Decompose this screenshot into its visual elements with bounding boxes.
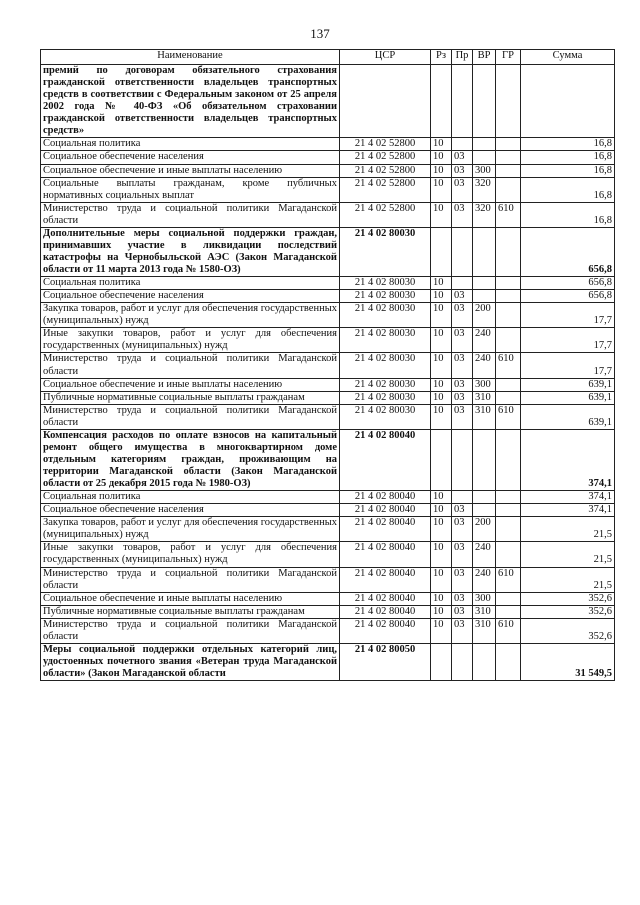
cell-pr (452, 643, 473, 680)
cell-pr (452, 65, 473, 138)
cell-vr (473, 491, 496, 504)
cell-vr (473, 643, 496, 680)
cell-gr (496, 504, 521, 517)
cell-name: премий по договорам обязательного страхования гражданской ответственности владельцев транспортных средств в соответствии с Федеральным законом от 25 апреля 2002 года № 40-ФЗ «Об обязательном страховании гражданской ответственности владельцев транспортных средств» (41, 65, 340, 138)
cell-csr: 21 4 02 80040 (340, 618, 431, 643)
cell-gr (496, 290, 521, 303)
cell-gr: 610 (496, 404, 521, 429)
cell-rz: 10 (431, 177, 452, 202)
cell-name: Социальная политика (41, 491, 340, 504)
cell-name: Социальное обеспечение и иные выплаты населению (41, 164, 340, 177)
cell-sum: 17,7 (521, 303, 615, 328)
header-name: Наименование (41, 50, 340, 65)
cell-name: Министерство труда и социальной политики Магаданской области (41, 202, 340, 227)
cell-pr: 03 (452, 290, 473, 303)
cell-csr: 21 4 02 80040 (340, 605, 431, 618)
cell-vr: 320 (473, 202, 496, 227)
cell-csr: 21 4 02 80030 (340, 404, 431, 429)
cell-name: Дополнительные меры социальной поддержки граждан, принимавших участие в ликвидации последствий катастрофы на Чернобыльской АЭС (Закон Магаданской области от 11 марта 2013 года № 1580-ОЗ) (41, 227, 340, 276)
cell-sum: 16,8 (521, 164, 615, 177)
header-sum: Сумма (521, 50, 615, 65)
budget-table (40, 49, 615, 681)
cell-sum: 374,1 (521, 491, 615, 504)
cell-csr: 21 4 02 80040 (340, 429, 431, 490)
cell-vr (473, 65, 496, 138)
table-row (41, 491, 615, 504)
cell-pr: 03 (452, 353, 473, 378)
cell-vr: 300 (473, 378, 496, 391)
table-row (41, 404, 615, 429)
cell-pr: 03 (452, 151, 473, 164)
cell-gr (496, 378, 521, 391)
cell-rz: 10 (431, 592, 452, 605)
cell-sum: 21,5 (521, 567, 615, 592)
cell-pr: 03 (452, 618, 473, 643)
cell-csr: 21 4 02 80030 (340, 391, 431, 404)
cell-sum: 374,1 (521, 504, 615, 517)
cell-name: Министерство труда и социальной политики Магаданской области (41, 353, 340, 378)
table-row (41, 542, 615, 567)
cell-rz: 10 (431, 164, 452, 177)
table-row (41, 151, 615, 164)
cell-pr: 03 (452, 592, 473, 605)
cell-gr: 610 (496, 618, 521, 643)
cell-name: Министерство труда и социальной политики Магаданской области (41, 404, 340, 429)
cell-name: Компенсация расходов по оплате взносов на капитальный ремонт общего имущества в многоквартирном доме отдельным категориям граждан, проживающим на территории Магаданской области (Закон Магаданской области от 25 декабря 2015 года № 1980-ОЗ) (41, 429, 340, 490)
table-row (41, 290, 615, 303)
cell-sum: 21,5 (521, 542, 615, 567)
cell-gr (496, 605, 521, 618)
cell-rz: 10 (431, 151, 452, 164)
cell-pr: 03 (452, 391, 473, 404)
cell-name: Министерство труда и социальной политики Магаданской области (41, 618, 340, 643)
cell-gr (496, 151, 521, 164)
table-row (41, 227, 615, 276)
cell-vr: 310 (473, 404, 496, 429)
table-row (41, 517, 615, 542)
cell-sum: 656,8 (521, 290, 615, 303)
cell-rz: 10 (431, 290, 452, 303)
cell-gr (496, 227, 521, 276)
cell-vr: 240 (473, 567, 496, 592)
cell-csr: 21 4 02 80040 (340, 504, 431, 517)
cell-gr: 610 (496, 202, 521, 227)
cell-csr: 21 4 02 80040 (340, 542, 431, 567)
cell-vr: 310 (473, 391, 496, 404)
cell-rz: 10 (431, 618, 452, 643)
table-row (41, 592, 615, 605)
cell-vr: 240 (473, 353, 496, 378)
cell-gr (496, 643, 521, 680)
cell-pr: 03 (452, 303, 473, 328)
cell-pr (452, 227, 473, 276)
cell-gr (496, 138, 521, 151)
cell-rz: 10 (431, 303, 452, 328)
cell-vr (473, 138, 496, 151)
cell-rz: 10 (431, 567, 452, 592)
cell-vr (473, 429, 496, 490)
cell-vr: 310 (473, 618, 496, 643)
cell-sum: 374,1 (521, 429, 615, 490)
cell-name: Социальное обеспечение населения (41, 290, 340, 303)
cell-vr: 200 (473, 517, 496, 542)
table-row (41, 177, 615, 202)
table-row (41, 605, 615, 618)
cell-gr (496, 517, 521, 542)
cell-gr (496, 491, 521, 504)
cell-vr: 300 (473, 164, 496, 177)
cell-rz: 10 (431, 277, 452, 290)
cell-csr: 21 4 02 80030 (340, 290, 431, 303)
cell-vr: 300 (473, 592, 496, 605)
cell-rz: 10 (431, 391, 452, 404)
header-csr: ЦСР (340, 50, 431, 65)
cell-name: Социальные выплаты гражданам, кроме публичных нормативных социальных выплат (41, 177, 340, 202)
table-row (41, 618, 615, 643)
cell-gr (496, 429, 521, 490)
cell-gr (496, 65, 521, 138)
header-vr: ВР (473, 50, 496, 65)
cell-csr: 21 4 02 80030 (340, 277, 431, 290)
cell-name: Министерство труда и социальной политики Магаданской области (41, 567, 340, 592)
cell-sum: 16,8 (521, 151, 615, 164)
cell-csr: 21 4 02 52800 (340, 202, 431, 227)
cell-sum: 639,1 (521, 404, 615, 429)
cell-rz (431, 429, 452, 490)
cell-sum: 17,7 (521, 353, 615, 378)
cell-pr (452, 277, 473, 290)
cell-gr (496, 592, 521, 605)
cell-sum (521, 65, 615, 138)
cell-rz (431, 65, 452, 138)
cell-name: Социальная политика (41, 138, 340, 151)
cell-vr: 310 (473, 605, 496, 618)
cell-vr: 240 (473, 328, 496, 353)
cell-csr: 21 4 02 80050 (340, 643, 431, 680)
cell-csr: 21 4 02 80030 (340, 303, 431, 328)
cell-sum: 639,1 (521, 378, 615, 391)
cell-rz: 10 (431, 378, 452, 391)
cell-gr (496, 177, 521, 202)
cell-csr (340, 65, 431, 138)
cell-name: Социальное обеспечение населения (41, 151, 340, 164)
cell-sum: 21,5 (521, 517, 615, 542)
cell-pr: 03 (452, 328, 473, 353)
cell-sum: 16,8 (521, 138, 615, 151)
cell-gr: 610 (496, 353, 521, 378)
cell-rz: 10 (431, 517, 452, 542)
cell-name: Иные закупки товаров, работ и услуг для обеспечения государственных (муниципальных) нужд (41, 542, 340, 567)
page-number: 137 (310, 26, 330, 41)
cell-sum: 16,8 (521, 202, 615, 227)
cell-gr (496, 277, 521, 290)
cell-pr: 03 (452, 517, 473, 542)
cell-pr: 03 (452, 202, 473, 227)
cell-sum: 17,7 (521, 328, 615, 353)
cell-csr: 21 4 02 52800 (340, 177, 431, 202)
cell-csr: 21 4 02 52800 (340, 151, 431, 164)
table-row (41, 277, 615, 290)
header-rz: Рз (431, 50, 452, 65)
table-row (41, 164, 615, 177)
cell-sum: 31 549,5 (521, 643, 615, 680)
cell-csr: 21 4 02 80040 (340, 567, 431, 592)
table-row (41, 567, 615, 592)
cell-csr: 21 4 02 80040 (340, 491, 431, 504)
cell-name: Публичные нормативные социальные выплаты гражданам (41, 605, 340, 618)
cell-sum: 352,6 (521, 618, 615, 643)
cell-pr: 03 (452, 177, 473, 202)
cell-sum: 16,8 (521, 177, 615, 202)
cell-name: Социальная политика (41, 277, 340, 290)
cell-vr (473, 227, 496, 276)
cell-csr: 21 4 02 52800 (340, 138, 431, 151)
cell-vr: 200 (473, 303, 496, 328)
cell-sum: 352,6 (521, 592, 615, 605)
cell-csr: 21 4 02 80030 (340, 328, 431, 353)
cell-csr: 21 4 02 80030 (340, 227, 431, 276)
cell-name: Меры социальной поддержки отдельных категорий лиц, удостоенных почетного звания «Ветеран труда Магаданской области» (Закон Магаданской области (41, 643, 340, 680)
table-row (41, 202, 615, 227)
table-row (41, 378, 615, 391)
cell-pr (452, 429, 473, 490)
cell-name: Публичные нормативные социальные выплаты гражданам (41, 391, 340, 404)
table-row (41, 353, 615, 378)
cell-vr (473, 504, 496, 517)
cell-pr: 03 (452, 605, 473, 618)
table-row (41, 391, 615, 404)
cell-name: Закупка товаров, работ и услуг для обеспечения государственных (муниципальных) нужд (41, 517, 340, 542)
cell-sum: 639,1 (521, 391, 615, 404)
cell-gr (496, 542, 521, 567)
header-pr: Пр (452, 50, 473, 65)
table-row (41, 504, 615, 517)
cell-rz: 10 (431, 353, 452, 378)
cell-rz: 10 (431, 504, 452, 517)
cell-gr (496, 328, 521, 353)
cell-pr: 03 (452, 567, 473, 592)
cell-name: Иные закупки товаров, работ и услуг для обеспечения государственных (муниципальных) нужд (41, 328, 340, 353)
cell-vr (473, 290, 496, 303)
table-row (41, 65, 615, 138)
cell-name: Закупка товаров, работ и услуг для обеспечения государственных (муниципальных) нужд (41, 303, 340, 328)
cell-csr: 21 4 02 80030 (340, 378, 431, 391)
table-row (41, 328, 615, 353)
table-header-row (41, 50, 615, 65)
table-row (41, 643, 615, 680)
cell-pr: 03 (452, 164, 473, 177)
cell-rz: 10 (431, 542, 452, 567)
cell-csr: 21 4 02 52800 (340, 164, 431, 177)
table-row (41, 303, 615, 328)
cell-rz: 10 (431, 404, 452, 429)
table-row (41, 138, 615, 151)
cell-gr (496, 164, 521, 177)
cell-csr: 21 4 02 80030 (340, 353, 431, 378)
cell-name: Социальное обеспечение и иные выплаты населению (41, 378, 340, 391)
cell-name: Социальное обеспечение населения (41, 504, 340, 517)
cell-rz: 10 (431, 202, 452, 227)
cell-pr (452, 138, 473, 151)
cell-gr: 610 (496, 567, 521, 592)
cell-rz: 10 (431, 605, 452, 618)
cell-sum: 656,8 (521, 277, 615, 290)
cell-rz (431, 227, 452, 276)
table-row (41, 429, 615, 490)
cell-pr: 03 (452, 504, 473, 517)
cell-pr: 03 (452, 378, 473, 391)
cell-rz: 10 (431, 328, 452, 353)
header-gr: ГР (496, 50, 521, 65)
cell-vr: 320 (473, 177, 496, 202)
cell-pr: 03 (452, 542, 473, 567)
cell-vr: 240 (473, 542, 496, 567)
cell-gr (496, 391, 521, 404)
cell-gr (496, 303, 521, 328)
cell-sum: 656,8 (521, 227, 615, 276)
cell-pr: 03 (452, 404, 473, 429)
cell-sum: 352,6 (521, 605, 615, 618)
cell-vr (473, 277, 496, 290)
cell-rz (431, 643, 452, 680)
cell-name: Социальное обеспечение и иные выплаты населению (41, 592, 340, 605)
cell-vr (473, 151, 496, 164)
cell-rz: 10 (431, 491, 452, 504)
cell-rz: 10 (431, 138, 452, 151)
cell-csr: 21 4 02 80040 (340, 592, 431, 605)
cell-csr: 21 4 02 80040 (340, 517, 431, 542)
cell-pr (452, 491, 473, 504)
